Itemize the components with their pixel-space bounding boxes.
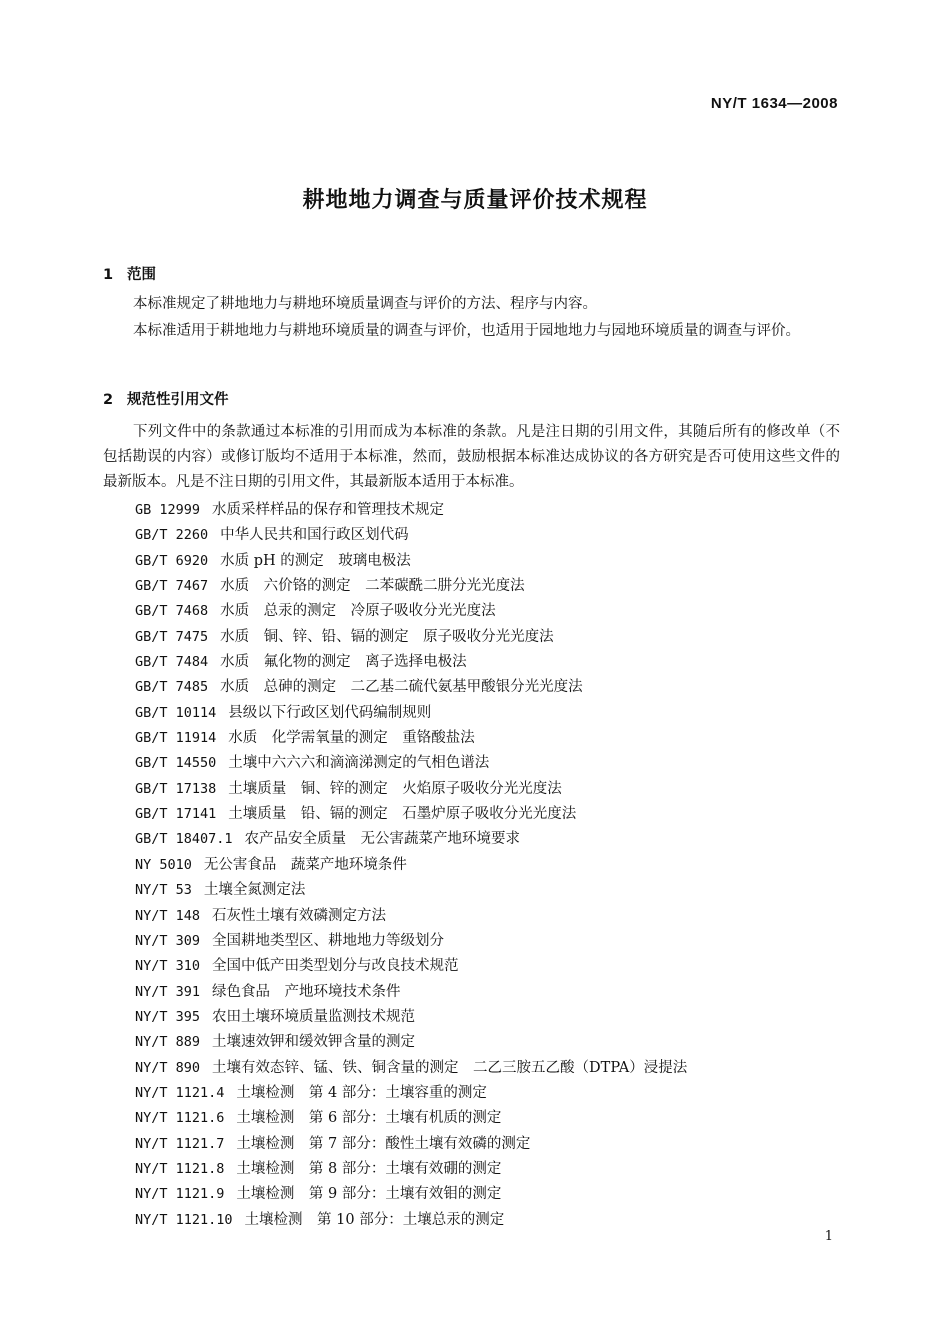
reference-title: 水质 氟化物的测定 离子选择电极法 bbox=[220, 654, 467, 671]
section-2-number: 2 bbox=[103, 392, 114, 408]
reference-item bbox=[135, 1030, 687, 1055]
reference-code: NY/T 53 bbox=[135, 882, 192, 899]
standard-code: NY/T 1634—2008 bbox=[710, 95, 838, 112]
reference-item bbox=[135, 1157, 687, 1182]
section-2-heading bbox=[103, 388, 229, 409]
reference-code: GB/T 17141 bbox=[135, 806, 217, 823]
reference-title: 水质采样样品的保存和管理技术规定 bbox=[212, 502, 445, 518]
reference-item bbox=[135, 675, 687, 700]
reference-code: NY/T 310 bbox=[135, 958, 201, 975]
reference-title: 土壤检测 第 9 部分：土壤有效钼的测定 bbox=[236, 1186, 502, 1203]
section-1-paragraph-1: 本标准规定了耕地地力与耕地环境质量调查与评价的方法、程序与内容。 bbox=[133, 296, 597, 312]
reference-item bbox=[135, 980, 687, 1005]
reference-item bbox=[135, 853, 687, 878]
reference-code: NY/T 148 bbox=[135, 907, 201, 924]
reference-code: NY/T 1121.10 bbox=[135, 1211, 233, 1228]
reference-title: 绿色食品 产地环境技术条件 bbox=[212, 983, 401, 1000]
reference-title: 土壤质量 铅、镉的测定 石墨炉原子吸收分光光度法 bbox=[228, 806, 577, 823]
reference-title: 土壤速效钾和缓效钾含量的测定 bbox=[212, 1034, 416, 1051]
reference-item bbox=[135, 549, 687, 574]
reference-title: 水质 六价铬的测定 二苯碳酰二肼分光光度法 bbox=[220, 578, 525, 595]
section-1-paragraph-2: 本标准适用于耕地地力与耕地环境质量的调查与评价，也适用于园地地力与园地环境质量的调查与评价。 bbox=[133, 323, 800, 339]
reference-code: NY/T 1121.9 bbox=[135, 1186, 225, 1203]
reference-title: 土壤检测 第 6 部分：土壤有机质的测定 bbox=[236, 1110, 502, 1127]
reference-code: GB/T 7484 bbox=[135, 654, 209, 671]
reference-code: NY/T 1121.8 bbox=[135, 1160, 225, 1177]
reference-item bbox=[135, 1182, 687, 1207]
reference-item bbox=[135, 625, 687, 650]
reference-item bbox=[135, 1208, 687, 1233]
reference-title: 石灰性土壤有效磷测定方法 bbox=[212, 907, 387, 924]
reference-title: 土壤全氮测定法 bbox=[203, 882, 306, 899]
reference-title: 水质 铜、锌、铅、镉的测定 原子吸收分光光度法 bbox=[220, 628, 554, 645]
reference-code: GB 12999 bbox=[135, 502, 201, 518]
reference-code: NY/T 889 bbox=[135, 1034, 201, 1051]
reference-code: NY/T 391 bbox=[135, 983, 201, 1000]
reference-code: GB/T 18407.1 bbox=[135, 831, 233, 848]
reference-title: 土壤检测 第 8 部分：土壤有效硼的测定 bbox=[236, 1160, 502, 1177]
reference-item bbox=[135, 929, 687, 954]
reference-item bbox=[135, 954, 687, 979]
reference-code: GB/T 7468 bbox=[135, 603, 209, 620]
reference-code: NY/T 309 bbox=[135, 932, 201, 949]
reference-item bbox=[135, 1005, 687, 1030]
reference-item bbox=[135, 1081, 687, 1106]
reference-code: NY/T 395 bbox=[135, 1008, 201, 1025]
reference-title: 土壤检测 第 4 部分：土壤容重的测定 bbox=[236, 1084, 487, 1101]
reference-code: NY/T 1121.6 bbox=[135, 1110, 225, 1127]
reference-code: GB/T 7485 bbox=[135, 679, 209, 696]
reference-item bbox=[135, 701, 687, 726]
reference-title: 县级以下行政区划代码编制规则 bbox=[228, 704, 432, 721]
section-2-title: 规范性引用文件 bbox=[127, 392, 229, 408]
reference-list bbox=[135, 498, 687, 1233]
reference-item bbox=[135, 1132, 687, 1157]
reference-title: 水质 化学需氧量的测定 重铬酸盐法 bbox=[228, 730, 475, 747]
reference-title: 土壤检测 第 10 部分：土壤总汞的测定 bbox=[244, 1211, 505, 1228]
reference-item bbox=[135, 904, 687, 929]
reference-code: GB/T 7475 bbox=[135, 628, 209, 645]
reference-code: NY/T 1121.4 bbox=[135, 1084, 225, 1101]
reference-code: GB/T 10114 bbox=[135, 704, 217, 721]
reference-title: 中华人民共和国行政区划代码 bbox=[220, 527, 409, 544]
reference-item bbox=[135, 802, 687, 827]
reference-code: GB/T 6920 bbox=[135, 552, 209, 569]
section-1-number: 1 bbox=[103, 267, 114, 283]
reference-title: 全国中低产田类型划分与改良技术规范 bbox=[212, 958, 459, 975]
reference-code: NY/T 1121.7 bbox=[135, 1135, 225, 1152]
reference-code: NY 5010 bbox=[135, 856, 192, 873]
reference-item bbox=[135, 574, 687, 599]
reference-title: 水质 总砷的测定 二乙基二硫代氨基甲酸银分光光度法 bbox=[220, 679, 583, 696]
reference-title: 土壤质量 铜、锌的测定 火焰原子吸收分光光度法 bbox=[228, 780, 562, 797]
reference-item bbox=[135, 650, 687, 675]
reference-item bbox=[135, 523, 687, 548]
reference-item bbox=[135, 751, 687, 776]
reference-title: 土壤中六六六和滴滴涕测定的气相色谱法 bbox=[228, 755, 490, 772]
reference-title: 全国耕地类型区、耕地地力等级划分 bbox=[212, 932, 445, 949]
reference-title: 农田土壤环境质量监测技术规范 bbox=[212, 1008, 416, 1025]
reference-code: GB/T 14550 bbox=[135, 755, 217, 772]
section-1-title: 范围 bbox=[127, 267, 156, 283]
reference-item bbox=[135, 599, 687, 624]
reference-code: GB/T 7467 bbox=[135, 578, 209, 595]
reference-title: 土壤检测 第 7 部分：酸性土壤有效磷的测定 bbox=[236, 1135, 531, 1152]
reference-code: NY/T 890 bbox=[135, 1059, 201, 1076]
reference-item bbox=[135, 777, 687, 802]
section-2-intro: 下列文件中的条款通过本标准的引用而成为本标准的条款。凡是注日期的引用文件，其随后所有的修改单（不包括勘误的内容）或修订版均不适用于本标准，然而，鼓励根据本标准达成协议的各方研究是否可使用这些文件的最新版本。凡是不注日期的引用文件，其最新版本适用于本标准。 bbox=[103, 424, 840, 490]
reference-code: GB/T 11914 bbox=[135, 730, 217, 747]
reference-item bbox=[135, 878, 687, 903]
reference-item bbox=[135, 726, 687, 751]
document-title: 耕地地力调查与质量评价技术规程 bbox=[302, 188, 648, 213]
reference-title: 水质 总汞的测定 冷原子吸收分光光度法 bbox=[220, 603, 496, 620]
reference-code: GB/T 2260 bbox=[135, 527, 209, 544]
reference-item bbox=[135, 827, 687, 852]
section-1-heading bbox=[103, 263, 156, 284]
reference-code: GB/T 17138 bbox=[135, 780, 217, 797]
reference-title: 水质 pH 的测定 玻璃电极法 bbox=[220, 552, 411, 569]
reference-item bbox=[135, 1106, 687, 1131]
reference-item bbox=[135, 1056, 687, 1081]
reference-title: 无公害食品 蔬菜产地环境条件 bbox=[203, 856, 407, 873]
reference-title: 土壤有效态锌、锰、铁、铜含量的测定 二乙三胺五乙酸（DTPA）浸提法 bbox=[212, 1059, 688, 1076]
reference-title: 农产品安全质量 无公害蔬菜产地环境要求 bbox=[244, 831, 521, 848]
reference-item bbox=[135, 498, 687, 523]
page-number: 1 bbox=[824, 1229, 833, 1244]
